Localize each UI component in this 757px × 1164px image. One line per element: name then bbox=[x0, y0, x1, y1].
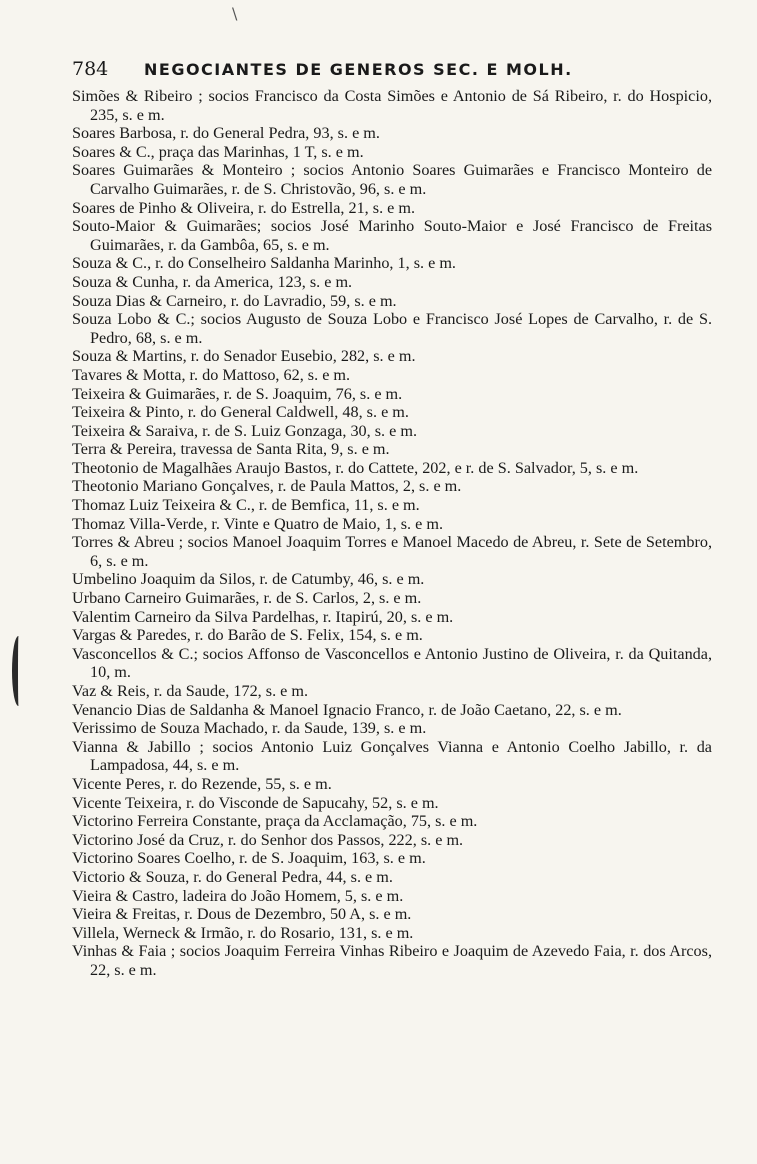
list-item: Vasconcellos & C.; socios Affonso de Vasconcellos e Antonio Justino de Oliveira, r. da Quitanda, 10, m. bbox=[72, 644, 712, 682]
list-item: Verissimo de Souza Machado, r. da Saude, 139, s. e m. bbox=[72, 719, 427, 738]
list-item: Terra & Pereira, travessa de Santa Rita, 9, s. e m. bbox=[72, 440, 390, 459]
page-number: 784 bbox=[72, 58, 109, 80]
list-item: Soares & C., praça das Marinhas, 1 T, s. e m. bbox=[72, 142, 364, 161]
margin-bracket bbox=[12, 636, 25, 706]
list-item: Souza & Cunha, r. da America, 123, s. e m. bbox=[72, 272, 353, 291]
list-item: Souza Dias & Carneiro, r. do Lavradio, 59, s. e m. bbox=[72, 291, 397, 310]
list-item: Urbano Carneiro Guimarães, r. de S. Carlos, 2, s. e m. bbox=[72, 589, 422, 608]
list-item: Vargas & Paredes, r. do Barão de S. Felix, 154, s. e m. bbox=[72, 626, 423, 645]
list-item: Torres & Abreu ; socios Manoel Joaquim Torres e Manoel Macedo de Abreu, r. Sete de Setembro, 6, s. e m. bbox=[72, 533, 712, 570]
list-item: Vianna & Jabillo ; socios Antonio Luiz Gonçalves Vianna e Antonio Coelho Jabillo, r. da Lampadosa, 44, s. e m. bbox=[72, 737, 712, 775]
list-item: Tavares & Motta, r. do Mattoso, 62, s. e m. bbox=[72, 365, 351, 384]
list-item: Victorino Soares Coelho, r. de S. Joaquim, 163, s. e m. bbox=[72, 849, 426, 868]
list-item: Victorio & Souza, r. do General Pedra, 44, s. e m. bbox=[72, 867, 393, 886]
list-item: Vicente Peres, r. do Rezende, 55, s. e m. bbox=[72, 774, 332, 793]
list-item: Thomaz Luiz Teixeira & C., r. de Bemfica, 11, s. e m. bbox=[72, 496, 420, 515]
page-header bbox=[72, 58, 712, 84]
list-item: Valentim Carneiro da Silva Pardelhas, r. Itapirú, 20, s. e m. bbox=[72, 607, 454, 626]
list-item: Thomaz Villa-Verde, r. Vinte e Quatro de Maio, 1, s. e m. bbox=[72, 514, 444, 533]
list-item: Umbelino Joaquim da Silos, r. de Catumby, 46, s. e m. bbox=[72, 570, 425, 589]
entry-list bbox=[72, 87, 712, 980]
list-item: Vieira & Castro, ladeira do João Homem, 5, s. e m. bbox=[72, 886, 404, 905]
list-item: Victorino Ferreira Constante, praça da Acclamação, 75, s. e m. bbox=[72, 812, 478, 831]
list-item: Vieira & Freitas, r. Dous de Dezembro, 50 A, s. e m. bbox=[72, 905, 412, 924]
list-item: Souza & Martins, r. do Senador Eusebio, 282, s. e m. bbox=[72, 347, 416, 366]
list-item: Soares Barbosa, r. do General Pedra, 93, s. e m. bbox=[72, 124, 380, 143]
margin-mark: \ bbox=[232, 4, 238, 23]
list-item: Souza Lobo & C.; socios Augusto de Souza Lobo e Francisco José Lopes de Carvalho, r. de S. Pedro, 68, s. e m. bbox=[72, 310, 712, 347]
list-item: Theotonio Mariano Gonçalves, r. de Paula Mattos, 2, s. e m. bbox=[72, 477, 462, 496]
list-item: Souza & C., r. do Conselheiro Saldanha Marinho, 1, s. e m. bbox=[72, 254, 456, 273]
list-item: Teixeira & Guimarães, r. de S. Joaquim, 76, s. e m. bbox=[72, 384, 403, 403]
list-item: Victorino José da Cruz, r. do Senhor dos Passos, 222, s. e m. bbox=[72, 830, 464, 849]
list-item: Simões & Ribeiro ; socios Francisco da Costa Simões e Antonio de Sá Ribeiro, r. do Hospicio, 235, s. e m. bbox=[72, 87, 712, 124]
list-item: Theotonio de Magalhães Araujo Bastos, r. do Cattete, 202, e r. de S. Salvador, 5, s. e m. bbox=[72, 458, 639, 477]
list-item: Soares de Pinho & Oliveira, r. do Estrella, 21, s. e m. bbox=[72, 198, 416, 217]
list-item: Vicente Teixeira, r. do Visconde de Sapucahy, 52, s. e m. bbox=[72, 793, 439, 812]
list-item: Teixeira & Pinto, r. do General Caldwell, 48, s. e m. bbox=[72, 403, 409, 422]
list-item: Teixeira & Saraiva, r. de S. Luiz Gonzaga, 30, s. e m. bbox=[72, 421, 417, 440]
list-item: Villela, Werneck & Irmão, r. do Rosario, 131, s. e m. bbox=[72, 923, 414, 942]
list-item: Vaz & Reis, r. da Saude, 172, s. e m. bbox=[72, 682, 309, 700]
running-head: NEGOCIANTES DE GENEROS SEC. E MOLH. bbox=[144, 60, 573, 79]
list-item: Vinhas & Faia ; socios Joaquim Ferreira Vinhas Ribeiro e Joaquim de Azevedo Faia, r. dos Arcos, 22, s. e m. bbox=[72, 942, 712, 979]
list-item: Venancio Dias de Saldanha & Manoel Ignacio Franco, r. de João Caetano, 22, s. e m. bbox=[72, 700, 622, 719]
list-item: Souto-Maior & Guimarães; socios José Marinho Souto-Maior e José Francisco de Freitas Guimarães, r. da Gambôa, 65, s. e m. bbox=[72, 217, 712, 254]
list-item: Soares Guimarães & Monteiro ; socios Antonio Soares Guimarães e Francisco Monteiro de Carvalho Guimarães, r. de S. Christovão, 96, s. e m. bbox=[72, 161, 712, 198]
